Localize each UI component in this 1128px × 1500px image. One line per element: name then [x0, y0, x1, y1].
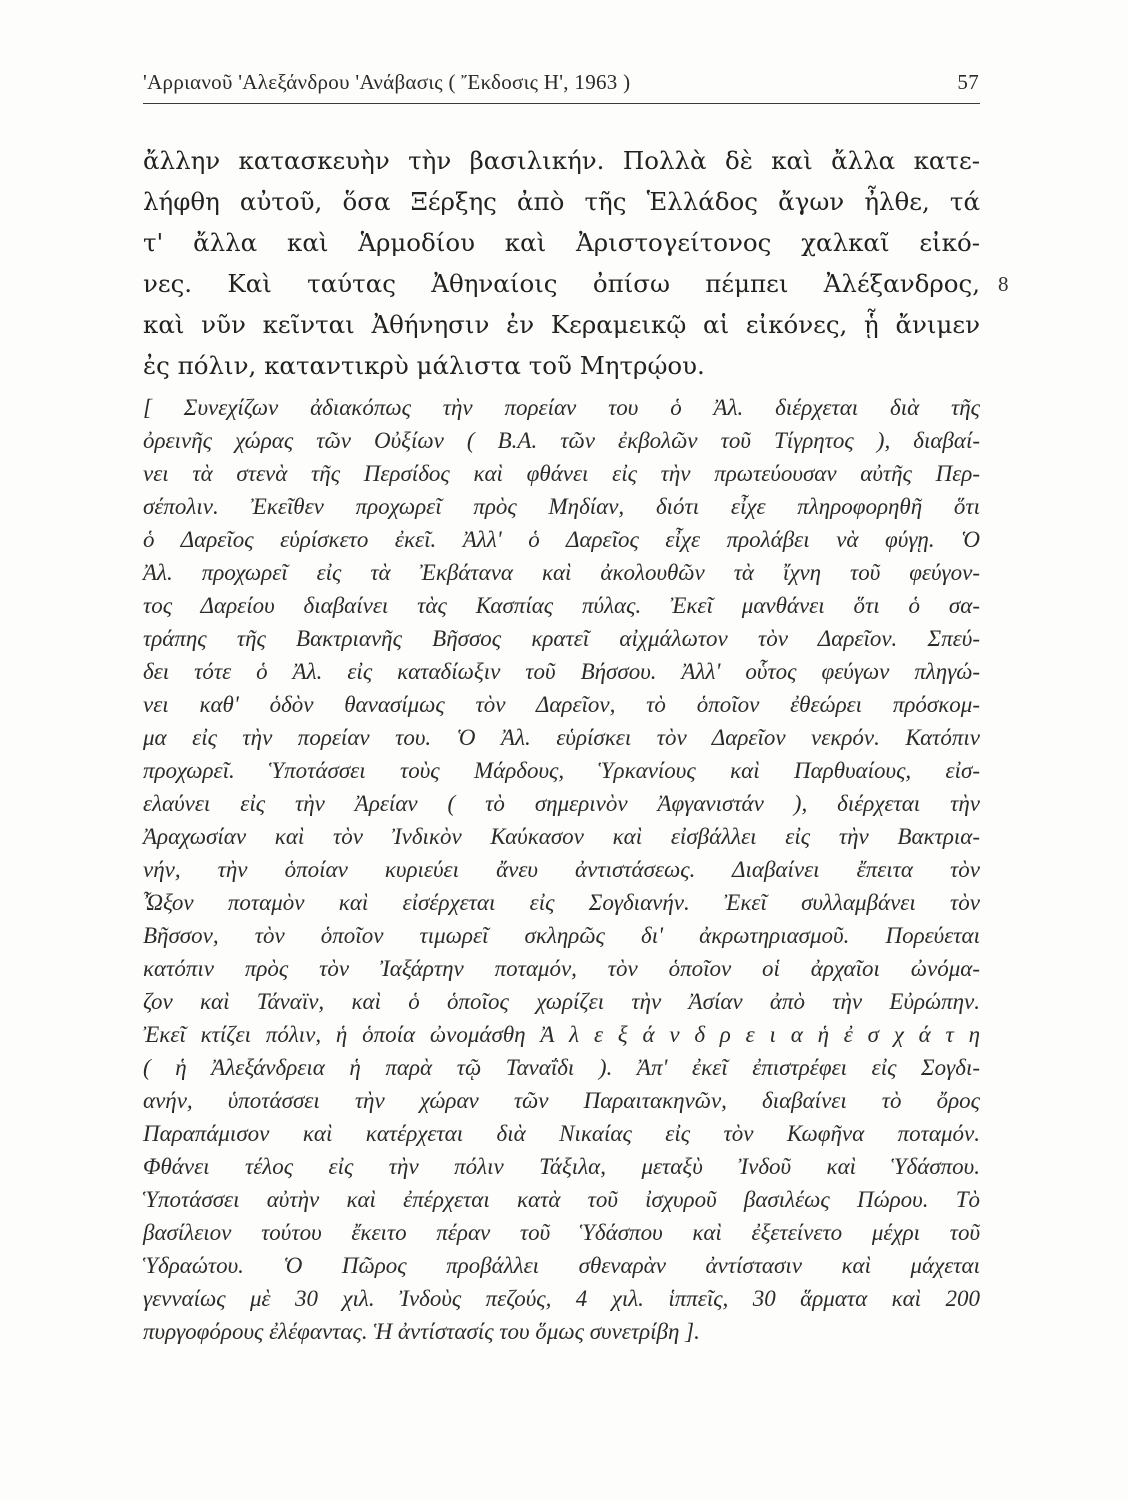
summary-line: Ἐκεῖ κτίζει πόλιν, ἡ ὁποία ὠνομάσθη Ἀ λ ε ξ ά ν δ ρ ε ι α ἡ ἐ σ χ ά τ η: [143, 1022, 980, 1047]
summary-line: νει τὰ στενὰ τῆς Περσίδος καὶ φθάνει εἰς τὴν πρωτεύουσαν αὐτῆς Περ-: [143, 461, 980, 486]
summary-line: Ὑδραώτου. Ὁ Πῶρος προβάλλει σθεναρὰν ἀντίστασιν καὶ μάχεται: [143, 1253, 980, 1278]
header-rule: [143, 103, 980, 104]
summary-line: Φθάνει τέλος εἰς τὴν πόλιν Τάξιλα, μεταξὺ Ἰνδοῦ καὶ Ὑδάσπου.: [143, 1154, 980, 1179]
summary-line: δει τότε ὁ Ἀλ. εἰς καταδίωξιν τοῦ Βήσσου. Ἀλλ' οὗτος φεύγων πληγώ-: [143, 659, 980, 684]
summary-line: Ὦξον ποταμὸν καὶ εἰσέρχεται εἰς Σογδιανήν. Ἐκεῖ συλλαμβάνει τὸν: [143, 890, 980, 915]
main-text-line: ἄλλην κατασκευὴν τὴν βασιλικήν. Πολλὰ δὲ καὶ ἄλλα κατε-: [143, 146, 980, 175]
summary-line: βασίλειον τούτου ἔκειτο πέραν τοῦ Ὑδάσπου καὶ ἐξετείνετο μέχρι τοῦ: [143, 1220, 980, 1245]
summary-line: Βῆσσον, τὸν ὁποῖον τιμωρεῖ σκληρῶς δι' ἀκρωτηριασμοῦ. Πορεύεται: [143, 923, 980, 948]
section-margin-number: 8: [998, 272, 1009, 296]
summary-line: μα εἰς τὴν πορείαν του. Ὁ Ἀλ. εὑρίσκει τὸν Δαρεῖον νεκρόν. Κατόπιν: [143, 725, 980, 750]
page-number: 57: [957, 70, 979, 94]
summary-line: πυργοφόρους ἐλέφαντας. Ἡ ἀντίστασίς του ὅμως συνετρίβη ].: [143, 1319, 700, 1344]
summary-line: ελαύνει εἰς τὴν Ἀρείαν ( τὸ σημερινὸν Ἀφγανιστάν ), διέρχεται τὴν: [143, 791, 980, 816]
summary-line: ὀρεινῆς χώρας τῶν Οὐξίων ( Β.Α. τῶν ἐκβολῶν τοῦ Τίγρητος ), διαβαί-: [143, 428, 980, 453]
summary-line: σέπολιν. Ἐκεῖθεν προχωρεῖ πρὸς Μηδίαν, διότι εἶχε πληροφορηθῆ ὅτι: [143, 494, 980, 519]
summary-line: Ἀλ. προχωρεῖ εἰς τὰ Ἐκβάτανα καὶ ἀκολουθῶν τὰ ἴχνη τοῦ φεύγον-: [143, 560, 980, 585]
running-header: [143, 70, 979, 104]
main-text-line: λήφθη αὐτοῦ, ὅσα Ξέρξης ἀπὸ τῆς Ἑλλάδος ἄγων ἦλθε, τά: [143, 187, 980, 216]
summary-line: Ὑποτάσσει αὐτὴν καὶ ἐπέρχεται κατὰ τοῦ ἰσχυροῦ βασιλέως Πώρου. Τὸ: [143, 1187, 980, 1212]
summary-line: ὁ Δαρεῖος εὑρίσκετο ἐκεῖ. Ἀλλ' ὁ Δαρεῖος εἶχε προλάβει νὰ φύγῃ. Ὁ: [143, 527, 980, 552]
summary-line: τράπης τῆς Βακτριανῆς Βῆσσος κρατεῖ αἰχμάλωτον τὸν Δαρεῖον. Σπεύ-: [143, 626, 980, 651]
main-text-line: τ' ἄλλα καὶ Ἁρμοδίου καὶ Ἀριστογείτονος χαλκαῖ εἰκό-: [143, 228, 980, 257]
summary-line: κατόπιν πρὸς τὸν Ἰαξάρτην ποταμόν, τὸν ὁποῖον οἱ ἀρχαῖοι ὠνόμα-: [143, 956, 980, 981]
summary-line: ανήν, ὑποτάσσει τὴν χώραν τῶν Παραιτακηνῶν, διαβαίνει τὸ ὄρος: [143, 1088, 980, 1113]
summary-line: Ἀραχωσίαν καὶ τὸν Ἰνδικὸν Καύκασον καὶ εἰσβάλλει εἰς τὴν Βακτρια-: [143, 824, 980, 849]
summary-line: τος Δαρείου διαβαίνει τὰς Κασπίας πύλας. Ἐκεῖ μανθάνει ὅτι ὁ σα-: [143, 593, 980, 618]
summary-line: Παραπάμισον καὶ κατέρχεται διὰ Νικαίας εἰς τὸν Κωφῆνα ποταμόν.: [143, 1121, 980, 1146]
summary-line: νήν, τὴν ὁποίαν κυριεύει ἄνευ ἀντιστάσεως. Διαβαίνει ἔπειτα τὸν: [143, 857, 980, 882]
main-text-line: νες. Καὶ ταύτας Ἀθηναίοις ὀπίσω πέμπει Ἀλέξανδρος,: [143, 269, 980, 298]
summary-line: γενναίως μὲ 30 χιλ. Ἰνδοὺς πεζούς, 4 χιλ. ἱππεῖς, 30 ἅρματα καὶ 200: [143, 1286, 980, 1311]
main-text-line: ἐς πόλιν, καταντικρὺ μάλιστα τοῦ Μητρῴου.: [143, 351, 705, 380]
main-text-line: καὶ νῦν κεῖνται Ἀθήνησιν ἐν Κεραμεικῷ αἱ εἰκόνες, ᾗ ἄνιμεν: [143, 310, 980, 339]
summary-line: [ Συνεχίζων ἀδιακόπως τὴν πορείαν του ὁ Ἀλ. διέρχεται διὰ τῆς: [143, 395, 980, 420]
summary-line: ( ἡ Ἀλεξάνδρεια ἡ παρὰ τῷ Ταναΐδι ). Ἀπ' ἐκεῖ ἐπιστρέφει εἰς Σογδι-: [143, 1055, 980, 1080]
summary-line: ζον καὶ Τάναϊν, καὶ ὁ ὁποῖος χωρίζει τὴν Ἀσίαν ἀπὸ τὴν Εὐρώπην.: [143, 989, 980, 1014]
summary-line: νει καθ' ὁδὸν θανασίμως τὸν Δαρεῖον, τὸ ὁποῖον ἐθεώρει πρόσκομ-: [143, 692, 980, 717]
summary-line: προχωρεῖ. Ὑποτάσσει τοὺς Μάρδους, Ὑρκανίους καὶ Παρθυαίους, εἰσ-: [143, 758, 980, 783]
running-title: 'Αρριανοῦ 'Αλεξάνδρου 'Ανάβασις ( Ἔκδοσις Η', 1963 ): [143, 70, 631, 94]
